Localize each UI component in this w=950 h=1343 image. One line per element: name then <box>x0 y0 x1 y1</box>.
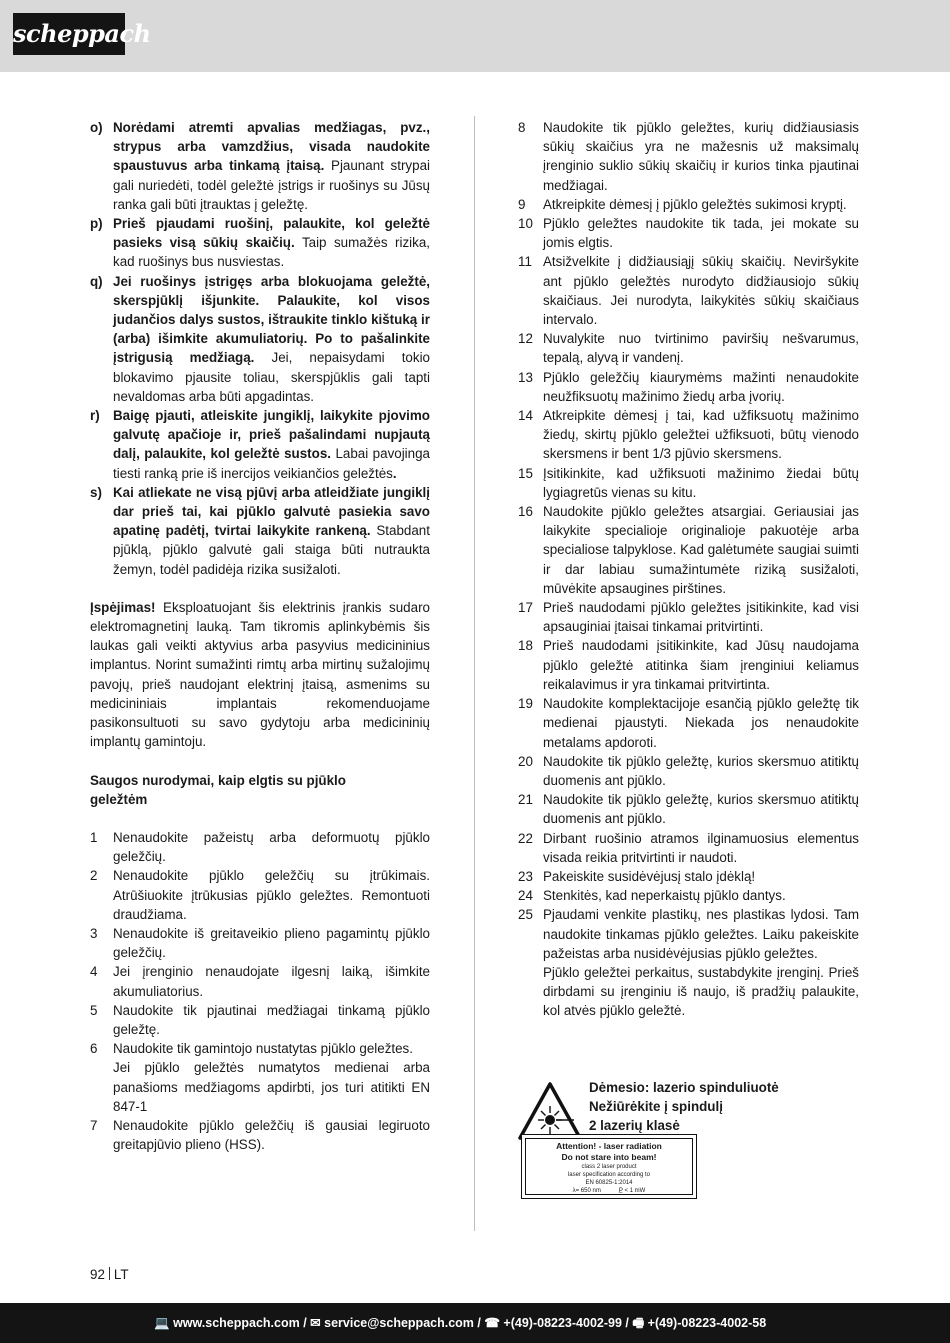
item-number: 8 <box>518 120 526 135</box>
item-text: Pjūklo geležčių kiaurymėms mažinti nenaudokite neužfiksuotų mažinimo žiedų arba įvorių. <box>543 369 859 404</box>
warning-text: Eksploatuojant šis elektrinis įrankis sudaro elektromagnetinį lauką. Tam tikromis aplinkybėmis šis laukas gali veikti aktyvius arba pasyvius medicininius implantus. Norint sumažinti rimtų arba mirtinų sužalojimų pavojų, prieš naudojant elektrinį įtaisą, asmenims su medicininiais implantais rekomenduojame pasikonsultuoti su savo gydytoju arba medicininių implantų gamintoju. <box>90 599 430 750</box>
item-number: 24 <box>518 888 533 904</box>
item-text: Atkreipkite dėmesį į tai, kad užfiksuotų mažinimo žiedų, skirtų pjūklo geležtei užfiksuoti, būtų vienodo skersmens ir bent 1/3 pjūvio skersmens. <box>543 408 859 462</box>
language-code: LT <box>113 1267 129 1282</box>
list-item <box>90 962 430 1000</box>
laser-box-class: class 2 laser product <box>581 1164 637 1170</box>
footer-separator: / <box>625 1316 629 1330</box>
list-item <box>518 214 859 252</box>
item-text: Naudokite tik pjūklo geležtę, kurios skersmuo atitiktų duomenis ant pjūklo. <box>543 792 859 827</box>
item-text: Naudokite komplektacijoje esančią pjūklo geležtę tik medienai pjaustyti. Niekada jos nenaudokite metalams apdoroti. <box>543 696 859 750</box>
item-body <box>543 905 859 1020</box>
list-item <box>90 1116 430 1154</box>
item-body <box>543 195 859 214</box>
list-item <box>518 867 859 886</box>
item-body <box>113 866 430 924</box>
laser-box-spec: laser specification according to <box>567 1172 651 1178</box>
item-body <box>113 962 430 1000</box>
item-text: Dirbant ruošinio atramos ilginamuosius elementus visada reikia pritvirtinti ir naudoti. <box>543 830 859 865</box>
page-number-value: 92 <box>90 1267 105 1282</box>
item-letter: s) <box>90 484 102 500</box>
item-text: Naudokite tik pjūklo geležtę, kurios skersmuo atitiktų duomenis ant pjūklo. <box>543 753 859 788</box>
left-column <box>90 118 430 1154</box>
item-text: Taip sumažės rizika, kad ruošinys bus nusviestas. <box>113 235 430 270</box>
item-body <box>113 272 430 406</box>
list-item <box>90 272 430 406</box>
scheppach-logo: scheppach <box>13 13 125 55</box>
item-number: 14 <box>518 408 533 424</box>
page-separator <box>109 1267 110 1280</box>
item-text: Nuvalykite nuo tvirtinimo paviršių nešvarumus, tepalą, alyvą ir vandenį. <box>543 331 859 366</box>
column-divider <box>474 116 475 1231</box>
laser-box-title: Attention! - laser radiation <box>556 1141 662 1151</box>
item-number: 20 <box>518 753 533 769</box>
item-text: Pjaunant strypai gali nuriedėti, todėl geležtė įstrigs ir ruošinys su Jūsų ranka gali būti įtrauktas į geležtę. <box>113 158 430 212</box>
list-item <box>518 752 859 790</box>
list-item <box>518 252 859 329</box>
lettered-safety-list <box>90 118 430 579</box>
item-body <box>113 1116 430 1154</box>
item-number: 23 <box>518 868 533 884</box>
item-body <box>543 790 859 828</box>
item-text: Stenkitės, kad neperkaistų pjūklo dantys. <box>543 888 786 904</box>
item-body <box>113 214 430 272</box>
laser-box-standard: EN 60825-1:2014 <box>585 1180 633 1186</box>
section-heading: Saugos nurodymai, kaip elgtis su pjūklo geležtėm <box>90 772 346 807</box>
item-number: 19 <box>518 696 533 712</box>
list-item <box>518 195 859 214</box>
item-number: 10 <box>518 216 533 232</box>
list-item <box>518 502 859 598</box>
item-text: Labai pavojinga tiesti ranką prie iš inercijos veikiančios geležtės <box>113 446 430 481</box>
item-text: Jei įrenginio nenaudojate ilgesnį laiką, išimkite akumuliatorius. <box>113 964 430 999</box>
laser-line-1: Dėmesio: lazerio spinduliuotė <box>589 1080 779 1095</box>
item-text: Prieš naudodami įsitikinkite, kad Jūsų naudojama pjūklo geležtė atitinka šiam įrenginiui keliamus reikalavimus ir yra tinkamai pritvirtinta. <box>543 638 859 692</box>
list-item <box>90 406 430 483</box>
item-text: Jei, nepaisydami tokio blokavimo pjausite toliau, skerspjūklis gali tapti nevaldomas arba būti apgadintas. <box>113 350 431 404</box>
item-number: 16 <box>518 504 533 520</box>
item-extra-text: Pjūklo geležtei perkaitus, sustabdykite įrenginį. Prieš dirbdami su įrenginiu iš naujo, iš pradžių palaukite, kol atvės pjūklo geležtė. <box>543 964 859 1019</box>
laser-line-2: Nežiūrėkite į spindulį <box>589 1099 723 1114</box>
list-item <box>518 464 859 502</box>
list-item <box>90 924 430 962</box>
item-text: Pjūklo geležtes naudokite tik tada, jei mokate su jomis elgtis. <box>543 216 859 251</box>
page-header <box>0 0 950 72</box>
list-item <box>518 406 859 464</box>
phone-icon: ☎ <box>484 1316 500 1330</box>
footer-email[interactable]: service@scheppach.com <box>324 1316 474 1330</box>
item-text: Naudokite tik pjūklo geležtes, kurių didžiausiasis sūkių skaičius yra ne mažesnis už maksimalų įrenginio suklio sūkių skaičių ir kurios tinka pjautinai medžiagai. <box>543 120 859 193</box>
item-body <box>113 828 430 866</box>
item-text: Nenaudokite iš greitaveikio plieno pagamintų pjūklo geležčių. <box>113 925 430 961</box>
item-number: 5 <box>90 1002 98 1018</box>
item-body <box>543 329 859 367</box>
item-body <box>543 502 859 598</box>
item-number: 13 <box>518 369 533 385</box>
list-item <box>518 636 859 694</box>
footer-phone: +(49)-08223-4002-99 <box>503 1316 622 1330</box>
item-bold-text: Norėdami atremti apvalias medžiagas, pvz., strypus arba vamzdžius, visada naudokite spaustuvus arba tinkamą įtaisą. <box>113 120 430 174</box>
laser-warning <box>518 1078 863 1203</box>
list-item <box>90 118 430 214</box>
item-bold-text: Baigę pjauti, atleiskite jungiklį, laikykite pjovimo galvutę apačioje ir, prieš pašalindami nupjautą dalį, palaukite, kol geležtė sustos. <box>113 408 430 462</box>
item-body <box>543 464 859 502</box>
item-body <box>543 752 859 790</box>
item-body <box>543 252 859 329</box>
item-number: 2 <box>90 868 98 884</box>
laser-title <box>589 1078 859 1135</box>
fax-icon: 🖷 <box>632 1316 645 1330</box>
item-bold-end: . <box>392 465 397 481</box>
item-body <box>113 1039 430 1116</box>
saw-blade-list-left <box>90 828 430 1154</box>
item-number: 21 <box>518 792 533 808</box>
list-item <box>518 118 859 195</box>
item-number: 17 <box>518 600 533 616</box>
item-body <box>543 694 859 752</box>
item-body <box>113 483 430 579</box>
item-bold-text: Jei ruošinys įstrigęs arba blokuojama geležtė, skerspjūklį išjunkite. Palaukite, kol visos judančios dalys sustos, ištraukite tinklo kištuką ir (arba) išimkite akumuliatorių. Po to pašalinkite įstrigusią medžiagą. <box>113 273 430 366</box>
item-text: Naudokite tik pjautinai medžiagai tinkamą pjūklo geležtę. <box>113 1002 430 1037</box>
item-body <box>543 636 859 694</box>
item-body <box>113 924 430 962</box>
item-text: Naudokite pjūklo geležtes atsargiai. Geriausiai jas laikykite specialioje originalioje pakuotėje arba specialiose talpyklose. Kad galėtumėte saugiai suimti ir dar labiau sumažintumėte riziką susižaloti, mūvėkite apsaugines pirštines. <box>543 504 859 596</box>
laser-box-power: P̲ < 1 mW <box>618 1188 646 1194</box>
list-item <box>90 828 430 866</box>
item-body <box>543 829 859 867</box>
laser-box-subtitle: Do not stare into beam! <box>561 1152 657 1162</box>
item-number: 11 <box>518 254 532 270</box>
right-column <box>518 118 859 1021</box>
item-body <box>543 886 859 905</box>
list-item <box>90 866 430 924</box>
item-text: Įsitikinkite, kad užfiksuoti mažinimo žiedai būtų lygiagretūs vienas su kitu. <box>543 465 859 500</box>
list-item <box>518 905 859 1020</box>
footer-separator: / <box>303 1316 307 1330</box>
item-number: 25 <box>518 907 533 923</box>
item-number: 12 <box>518 331 533 347</box>
item-body <box>543 598 859 636</box>
item-text: Stabdant pjūklą, pjūklo galvutė gali staiga būti nutraukta žemyn, todėl padidėja rizika susižaloti. <box>113 523 430 577</box>
item-body <box>113 1001 430 1039</box>
item-text: Atkreipkite dėmesį į pjūklo geležtės sukimosi kryptį. <box>543 196 847 212</box>
item-bold-text: Kai atliekate ne visą pjūvį arba atleidžiate jungiklį dar prieš tai, kai pjūklo galvutė pasiekia savo apatinę padėtį, tvirtai laikykite rankeną. <box>113 484 430 539</box>
list-item <box>518 886 859 905</box>
list-item <box>518 598 859 636</box>
item-number: 1 <box>90 829 98 845</box>
laser-line-3: 2 lazerių klasė <box>589 1118 680 1133</box>
item-text: Naudokite tik gamintojo nustatytas pjūklo geležtes. <box>113 1041 413 1057</box>
item-text: Nenaudokite pažeistų arba deformuotų pjūklo geležčių. <box>113 829 430 865</box>
laser-hazard-icon <box>518 1082 582 1140</box>
item-number: 4 <box>90 964 98 980</box>
list-item <box>518 829 859 867</box>
item-extra-text: Jei pjūklo geležtės numatytos medienai arba panašioms medžiagoms apdirbti, jos turi atitikti EN 847-1 <box>113 1060 430 1114</box>
list-item <box>518 790 859 828</box>
list-item <box>518 329 859 367</box>
item-body <box>543 867 859 886</box>
item-number: 3 <box>90 925 98 941</box>
item-number: 7 <box>90 1117 98 1133</box>
footer-website[interactable]: www.scheppach.com <box>173 1316 300 1330</box>
item-bold-text: Prieš pjaudami ruošinį, palaukite, kol geležtė pasieks visą sūkių skaičių. <box>113 216 430 251</box>
list-item <box>518 694 859 752</box>
item-letter: o) <box>90 120 103 135</box>
list-item <box>90 214 430 272</box>
item-letter: p) <box>90 216 103 232</box>
item-number: 6 <box>90 1041 98 1057</box>
monitor-icon: 💻 <box>154 1316 170 1330</box>
list-item <box>90 1001 430 1039</box>
item-letter: r) <box>90 408 100 424</box>
item-body <box>113 406 430 483</box>
laser-box-wavelength: λ= 650 nm <box>572 1188 601 1194</box>
emf-warning <box>90 598 430 752</box>
mail-icon: ✉ <box>310 1316 321 1330</box>
list-item <box>90 1039 430 1116</box>
item-text: Pakeiskite susidėvėjusį stalo įdėklą! <box>543 868 756 884</box>
item-text: Prieš naudodami pjūklo geležtes įsitikinkite, kad visi apsauginiai įtaisai tinkamai pritvirtinti. <box>543 600 859 635</box>
item-body <box>543 368 859 406</box>
item-body <box>543 214 859 252</box>
list-item <box>518 368 859 406</box>
item-number: 9 <box>518 196 526 212</box>
list-item <box>90 483 430 579</box>
item-text: Atsižvelkite į didžiausiąjį sūkių skaičių. Neviršykite ant pjūklo geležtės nurodyto didžiausiojo sūkių skaičiaus. Jei nurodyta, laikykitės sūkių skaičiaus intervalo. <box>543 254 859 328</box>
laser-label-box <box>521 1134 697 1199</box>
page-footer <box>0 1303 950 1343</box>
warning-label: Įspėjimas! <box>90 599 156 615</box>
item-body <box>543 406 859 464</box>
item-number: 15 <box>518 465 533 481</box>
footer-separator: / <box>477 1316 481 1330</box>
saw-blade-list-right <box>518 118 859 1021</box>
item-body <box>543 118 859 195</box>
footer-fax: +(49)-08223-4002-58 <box>647 1316 767 1330</box>
item-number: 18 <box>518 638 533 654</box>
item-text: Pjaudami venkite plastikų, nes plastikas lydosi. Tam naudokite tinkamas pjūklo geležtes. Laiku pakeiskite pažeistas arba nusidėvėjusias pjūklo geležtes. <box>543 907 859 961</box>
item-number: 22 <box>518 830 533 846</box>
item-body <box>113 118 430 214</box>
page-number <box>90 1267 129 1282</box>
item-text: Nenaudokite pjūklo geležčių su įtrūkimais. Atrūšiuokite įtrūkusias pjūklo geležtes. Remontuoti draudžiama. <box>113 868 430 922</box>
item-text: Nenaudokite pjūklo geležčių iš gausiai legiruoto greitapjūvio plieno (HSS). <box>113 1117 430 1153</box>
item-letter: q) <box>90 273 103 289</box>
